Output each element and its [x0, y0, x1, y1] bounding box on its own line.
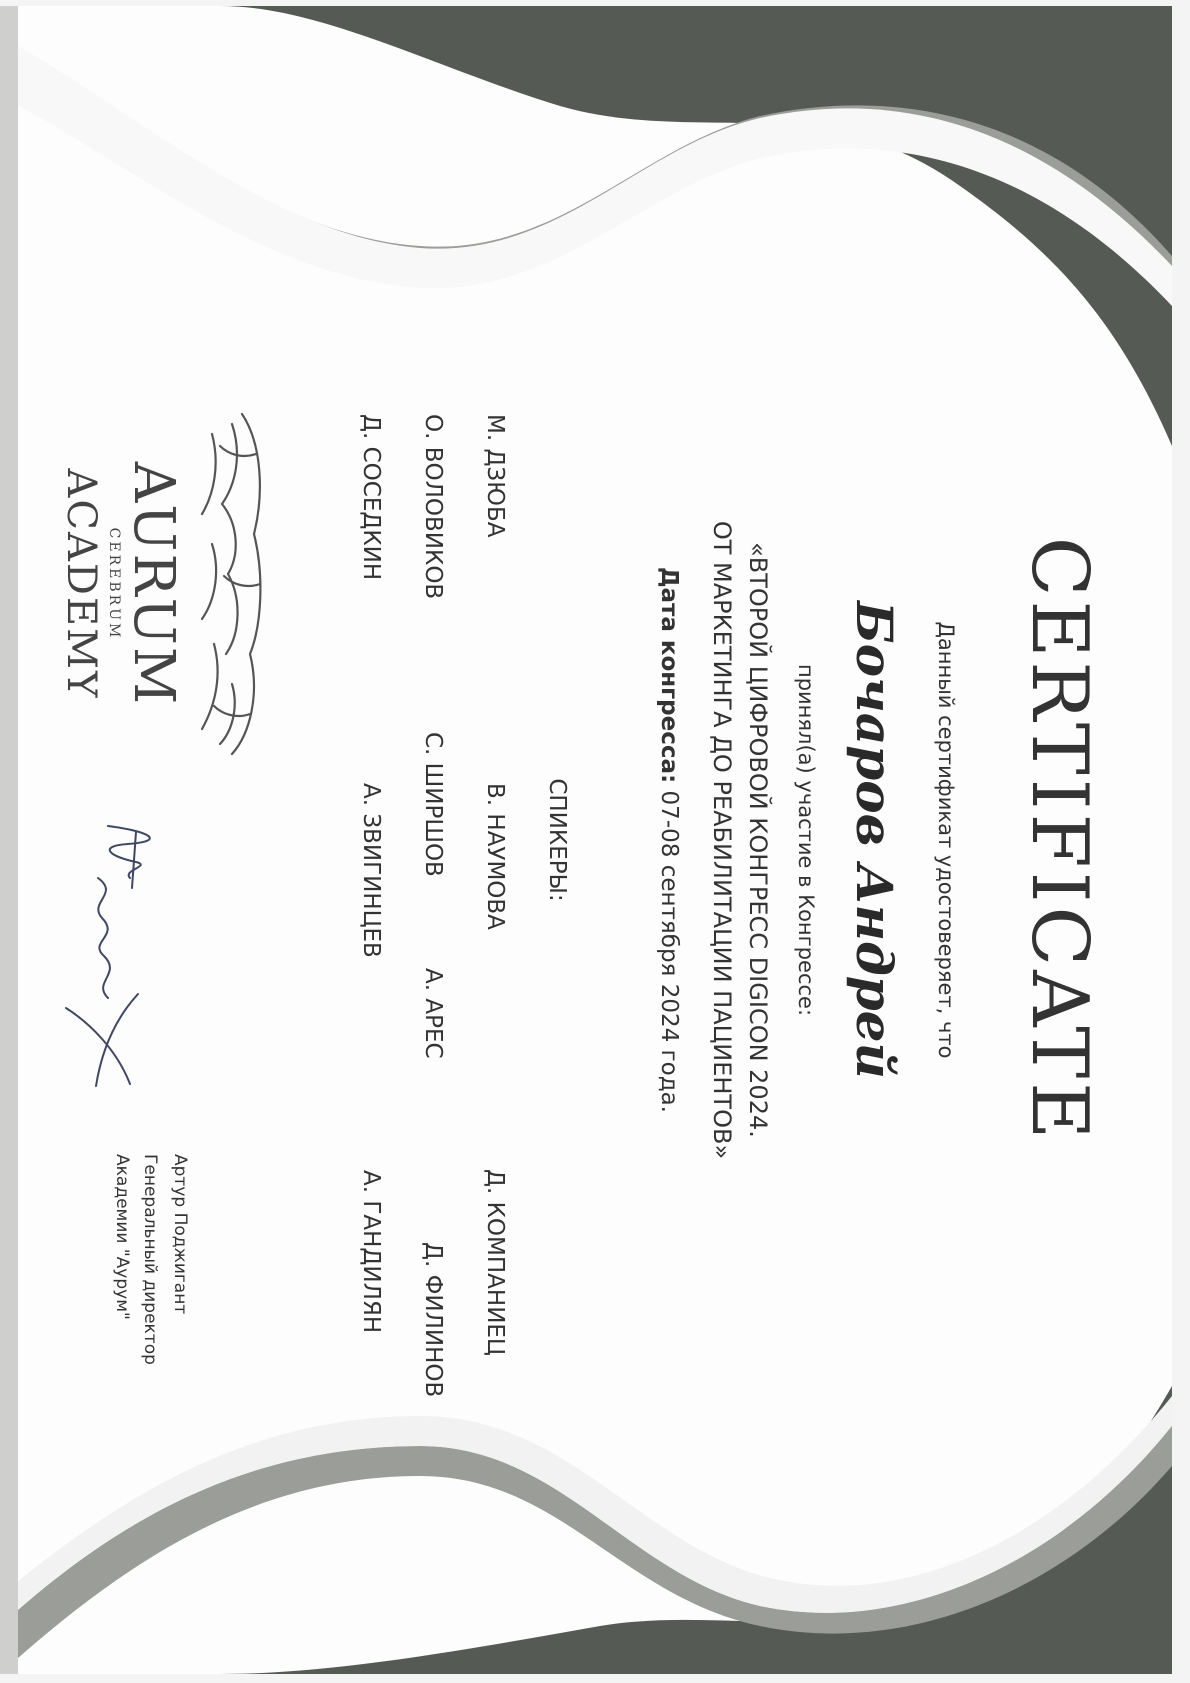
- congress-dates: [656, 6, 682, 1674]
- director-signature: [28, 786, 248, 1126]
- certifies-text: Данный сертификат удостоверяет, что: [934, 621, 958, 1059]
- speaker-item: А. ГАНДИЛЯН: [358, 1170, 384, 1334]
- congress-name-line-1: «ВТОРОЙ ЦИФРОВОЙ КОНГРЕСС DIGICON 2024.: [744, 542, 772, 1138]
- date-label: Дата конгресса:: [656, 567, 682, 784]
- speakers-heading: СПИКЕРЫ:: [544, 778, 570, 902]
- speaker-item: А. АРЕС: [420, 968, 446, 1059]
- speaker-item: А. ЗВИГИНЦЕВ: [358, 783, 384, 958]
- date-value: 07-08 сентября 2024 года.: [656, 790, 682, 1113]
- certificate-sheet: [0, 6, 1172, 1674]
- participation-text: принял(а) участие в Конгрессе:: [794, 663, 818, 1017]
- signatory-organization: Академии "Аурум": [112, 1154, 132, 1320]
- speaker-item: Д. СОСЕДКИН: [358, 414, 384, 581]
- speaker-item: С. ШИРШОВ: [420, 732, 446, 877]
- signatory-name: Артур Поджигант: [170, 1154, 190, 1315]
- speaker-item: Д. ФИЛИНОВ: [420, 1242, 446, 1398]
- recipient-name: Бочаров Андрей: [845, 601, 904, 1079]
- congress-name: [704, 6, 776, 1674]
- certificate-content: [4, 6, 1108, 1674]
- speaker-item: О. ВОЛОВИКОВ: [420, 414, 446, 600]
- logo-academy: ACADEMY: [58, 468, 104, 700]
- aurum-academy-logo: [32, 384, 272, 784]
- speakers-list: [318, 6, 508, 1674]
- signatory-position: Генеральный директор: [140, 1154, 160, 1365]
- logo-aurum: AURUM: [121, 461, 186, 707]
- logo-cerebrum: CEREBRUM: [106, 527, 122, 641]
- speaker-item: М. ДЗЮБА: [482, 414, 508, 538]
- congress-name-line-2: ОТ МАРКЕТИНГА ДО РЕАБИЛИТАЦИИ ПАЦИЕНТОВ»: [708, 520, 736, 1160]
- speaker-item: В. НАУМОВА: [482, 783, 508, 930]
- speaker-item: Д. КОМПАНИЕЦ: [482, 1169, 508, 1356]
- certificate-title: CERTIFICATE: [1014, 536, 1104, 1144]
